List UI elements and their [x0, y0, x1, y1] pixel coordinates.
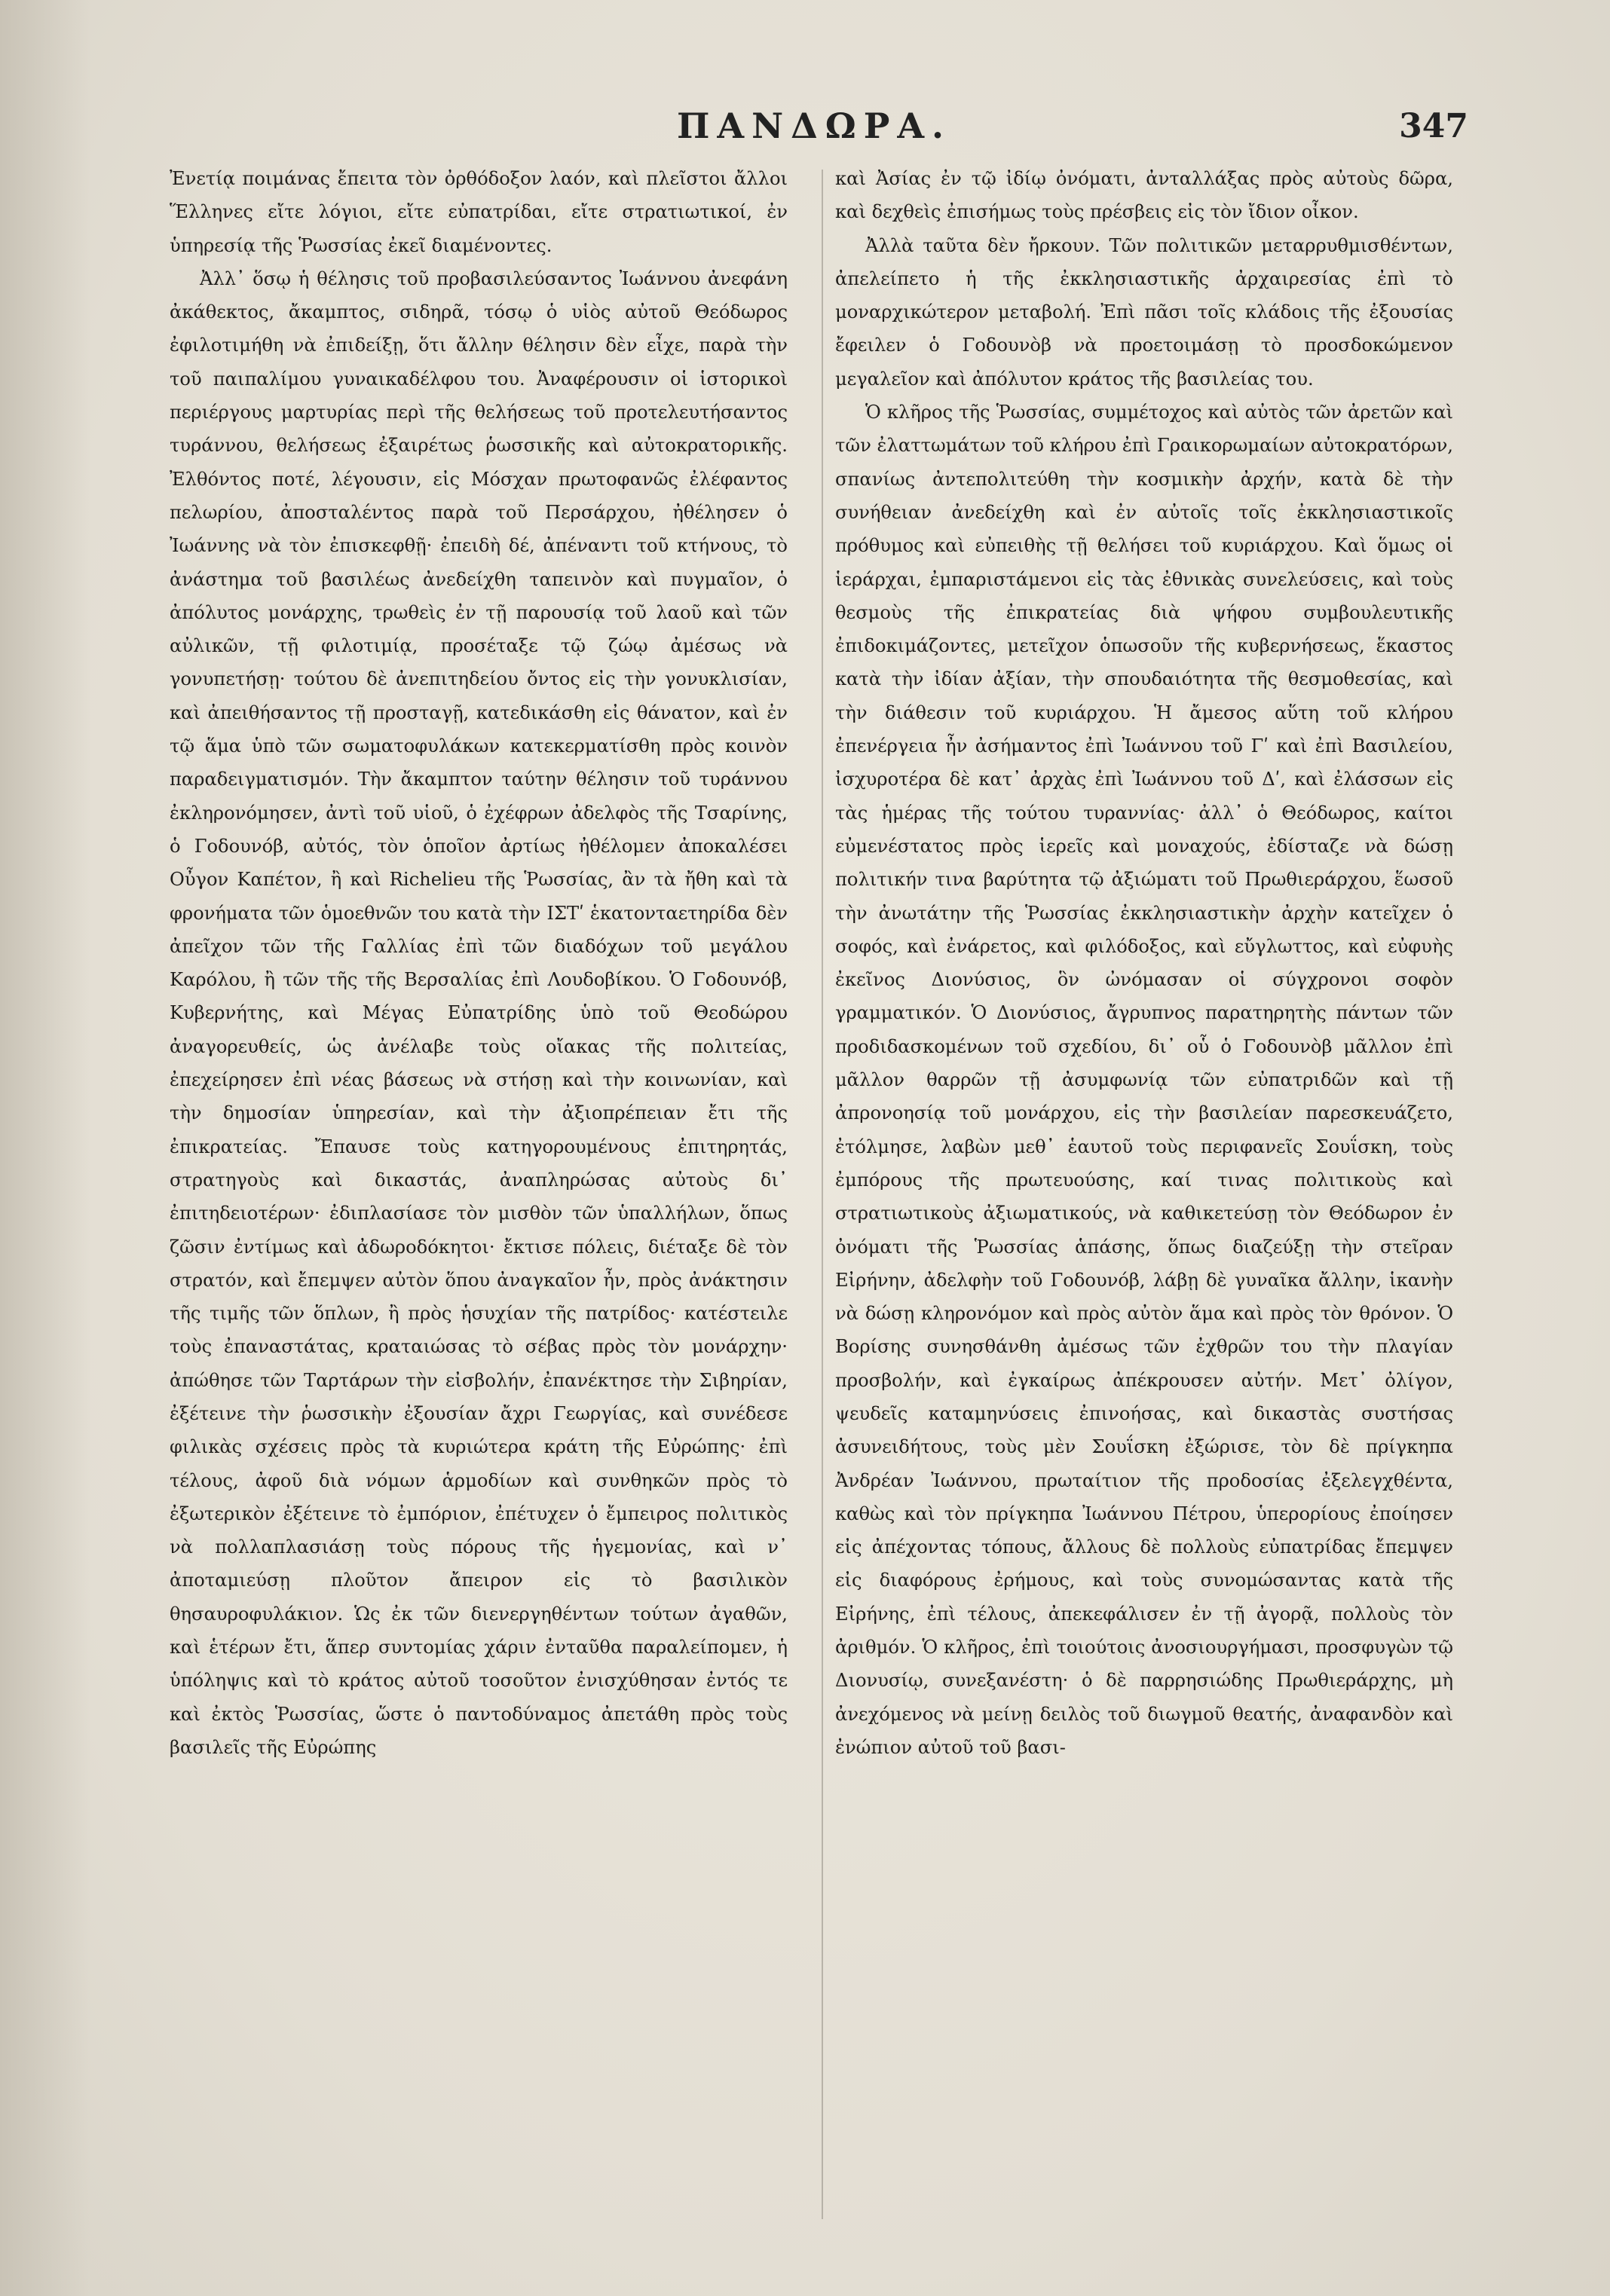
right-column	[835, 162, 1453, 2227]
page-number: 347	[1399, 107, 1468, 145]
running-title: ΠΑΝΔΩΡΑ.	[676, 105, 952, 146]
left-paragraph-2: Ἀλλ᾽ ὅσῳ ἡ θέλησις τοῦ προβασιλεύσαντος Ἰωάννου ἀνεφάνη ἀκάθεκτος, ἄκαμπτος, σιδηρᾶ, τόσῳ ὁ υἱὸς αὐτοῦ Θεόδωρος ἐφιλοτιμήθη νὰ ἐπιδείξῃ, ὅτι ἄλλην θέλησιν δὲν εἶχε, παρὰ τὴν τοῦ παιπαλίμου γυναικαδέλφου του. Ἀναφέρουσιν οἱ ἱστορικοὶ περιέργους μαρτυρίας περὶ τῆς θελήσεως τοῦ προτελευτήσαντος τυράννου, θελήσεως ἐξαιρέτως ῥωσσικῆς καὶ αὐτοκρατορικῆς. Ἐλθόντος ποτέ, λέγουσιν, εἰς Μόσχαν πρωτοφανῶς ἐλέφαντος πελωρίου, ἀποσταλέντος παρὰ τοῦ Περσάρχου, ἠθέλησεν ὁ Ἰωάννης νὰ τὸν ἐπισκεφθῇ· ἐπειδὴ δέ, ἀπέναντι τοῦ κτήνους, τὸ ἀνάστημα τοῦ βασιλέως ἀνεδείχθη ταπεινὸν καὶ πυγμαῖον, ὁ ἀπόλυτος μονάρχης, τρωθεὶς ἐν τῇ παρουσίᾳ τοῦ λαοῦ καὶ τῶν αὐλικῶν, τῇ φιλοτιμίᾳ, προσέταξε τῷ ζώῳ ἀμέσως νὰ γονυπετήσῃ· τούτου δὲ ἀνεπιτηδείου ὄντος εἰς τὴν γονυκλισίαν, καὶ ἀπειθήσαντος τῇ προσταγῇ, κατεδικάσθη εἰς θάνατον, καὶ ἐν τῷ ἅμα ὑπὸ τῶν σωματοφυλάκων κατεκερματίσθη πρὸς κοινὸν παραδειγματισμόν. Τὴν ἄκαμπτον ταύτην θέλησιν τοῦ τυράννου ἐκληρονόμησεν, ἀντὶ τοῦ υἱοῦ, ὁ ἐχέφρων ἀδελφὸς τῆς Τσαρίνης, ὁ Γοδουνόβ, αὐτός, τὸν ὁποῖον ἀρτίως ἠθέλομεν ἀποκαλέσει Οὖγον Καπέτον, ἢ καὶ Richelieu τῆς Ῥωσσίας, ἂν τὰ ἤθη καὶ τὰ φρονήματα τῶν ὁμοεθνῶν του κατὰ τὴν ΙΣΤʹ ἑκατονταετηρίδα δὲν ἀπεῖχον τῶν τῆς Γαλλίας ἐπὶ τῶν διαδόχων τοῦ μεγάλου Καρόλου, ἢ τῶν τῆς τῆς Βερσαλίας ἐπὶ Λουδοβίκου. Ὁ Γοδουνόβ, Κυβερνήτης, καὶ Μέγας Εὐπατρίδης ὑπὸ τοῦ Θεοδώρου ἀναγορευθείς, ὡς ἀνέλαβε τοὺς οἴακας τῆς πολιτείας, ἐπεχείρησεν ἐπὶ νέας βάσεως νὰ στήσῃ καὶ τὴν κοινωνίαν, καὶ τὴν δημοσίαν ὑπηρεσίαν, καὶ τὴν ἀξιοπρέπειαν ἔτι τῆς ἐπικρατείας. Ἔπαυσε τοὺς κατηγορουμένους ἐπιτηρητάς, στρατηγοὺς καὶ δικαστάς, ἀναπληρώσας αὐτοὺς δι᾽ ἐπιτηδειοτέρων· ἐδιπλασίασε τὸν μισθὸν τῶν ὑπαλλήλων, ὅπως ζῶσιν ἐντίμως καὶ ἀδωροδόκητοι· ἔκτισε πόλεις, διέταξε δὲ τὸν στρατόν, καὶ ἔπεμψεν αὐτὸν ὅπου ἀναγκαῖον ἦν, πρὸς ἀνάκτησιν τῆς τιμῆς τῶν ὅπλων, ἢ πρὸς ἡσυχίαν τῆς πατρίδος· κατέστειλε τοὺς ἐπαναστάτας, κραταιώσας τὸ σέβας πρὸς τὸν μονάρχην· ἀπώθησε τῶν Ταρτάρων τὴν εἰσβολήν, ἐπανέκτησε τὴν Σιβηρίαν, ἐξέτεινε τὴν ῥωσσικὴν ἐξουσίαν ἄχρι Γεωργίας, καὶ συνέδεσε φιλικὰς σχέσεις πρὸς τὰ κυριώτερα κράτη τῆς Εὐρώπης· ἐπὶ τέλους, ἀφοῦ διὰ νόμων ἁρμοδίων καὶ συνθηκῶν πρὸς τὸ ἐξωτερικὸν ἐξέτεινε τὸ ἐμπόριον, ἐπέτυχεν ὁ ἔμπειρος πολιτικὸς νὰ πολλαπλασιάσῃ τοὺς πόρους τῆς ἡγεμονίας, καὶ ν᾽ ἀποταμιεύσῃ πλοῦτον ἄπειρον εἰς τὸ βασιλικὸν θησαυροφυλάκιον. Ὡς ἐκ τῶν διενεργηθέντων τούτων ἀγαθῶν, καὶ ἑτέρων ἔτι, ἅπερ συντομίας χάριν ἐνταῦθα παραλείπομεν, ἡ ὑπόληψις καὶ τὸ κράτος αὐτοῦ τοσοῦτον ἐνισχύθησαν ἐντός τε καὶ ἐκτὸς Ῥωσσίας, ὥστε ὁ παντοδύναμος ἀπετάθη πρὸς τοὺς βασιλεῖς τῆς Εὐρώπης	[170, 268, 788, 1758]
right-paragraph-1: καὶ Ἀσίας ἐν τῷ ἰδίῳ ὀνόματι, ἀνταλλάξας πρὸς αὐτοὺς δῶρα, καὶ δεχθεὶς ἐπισήμως τοὺς πρέσβεις εἰς τὸν ἴδιον οἶκον.	[835, 168, 1453, 223]
right-paragraph-3: Ὁ κλῆρος τῆς Ῥωσσίας, συμμέτοχος καὶ αὐτὸς τῶν ἀρετῶν καὶ τῶν ἐλαττωμάτων τοῦ κλήρου ἐπὶ Γραικορωμαίων αὐτοκρατόρων, σπανίως ἀντεπολιτεύθη τὴν κοσμικὴν ἀρχήν, κατὰ δὲ τὴν συνήθειαν ἀνεδείχθη καὶ ἐν αὐτοῖς τοῖς ἐκκλησιαστικοῖς πρόθυμος καὶ εὐπειθὴς τῇ θελήσει τοῦ κυριάρχου. Καὶ ὅμως οἱ ἱεράρχαι, ἐμπαριστάμενοι εἰς τὰς ἐθνικὰς συνελεύσεις, καὶ τοὺς θεσμοὺς τῆς ἐπικρατείας διὰ ψήφου συμβουλευτικῆς ἐπιδοκιμάζοντες, μετεῖχον ὁπωσοῦν τῆς κυβερνήσεως, ἕκαστος κατὰ τὴν ἰδίαν ἀξίαν, τὴν σπουδαιότητα τῆς θεσμοθεσίας, καὶ τὴν διάθεσιν τοῦ κυριάρχου. Ἡ ἄμεσος αὕτη τοῦ κλήρου ἐπενέργεια ἦν ἀσήμαντος ἐπὶ Ἰωάννου τοῦ Γʹ καὶ ἐπὶ Βασιλείου, ἰσχυροτέρα δὲ κατ᾽ ἀρχὰς ἐπὶ Ἰωάννου τοῦ Δʹ, καὶ ἐλάσσων εἰς τὰς ἡμέρας τῆς τούτου τυραννίας· ἀλλ᾽ ὁ Θεόδωρος, καίτοι εὐμενέστατος πρὸς ἱερεῖς καὶ μοναχούς, ἐδίσταζε νὰ δώσῃ πολιτικήν τινα βαρύτητα τῷ ἀξιώματι τοῦ Πρωθιεράρχου, ἕωσοῦ τὴν ἀνωτάτην τῆς Ῥωσσίας ἐκκλησιαστικὴν ἀρχὴν κατεῖχεν ὁ σοφός, καὶ ἐνάρετος, καὶ φιλόδοξος, καὶ εὔγλωττος, καὶ εὐφυὴς ἐκεῖνος Διονύσιος, ὃν ὠνόμασαν οἱ σύγχρονοι σοφὸν γραμματικόν. Ὁ Διονύσιος, ἄγρυπνος παρατηρητὴς πάντων τῶν προδιδασκομένων τοῦ σχεδίου, δι᾽ οὗ ὁ Γοδουνὸβ μᾶλλον ἐπὶ μᾶλλον θαρρῶν τῇ ἀσυμφωνίᾳ τῶν εὐπατριδῶν καὶ τῇ ἀπρονοησίᾳ τοῦ μονάρχου, εἰς τὴν βασιλείαν παρεσκευάζετο, ἐτόλμησε, λαβὼν μεθ᾽ ἑαυτοῦ τοὺς περιφανεῖς Σουΐσκη, τοὺς ἐμπόρους τῆς πρωτευούσης, καί τινας πολιτικοὺς καὶ στρατιωτικοὺς ἀξιωματικούς, νὰ καθικετεύσῃ τὸν Θεόδωρον ἐν ὀνόματι τῆς Ῥωσσίας ἁπάσης, ὅπως διαζεύξῃ τὴν στεῖραν Εἰρήνην, ἀδελφὴν τοῦ Γοδουνόβ, λάβῃ δὲ γυναῖκα ἄλλην, ἱκανὴν νὰ δώσῃ κληρονόμον καὶ πρὸς αὐτὸν ἅμα καὶ πρὸς τὸν θρόνον. Ὁ Βορίσης συνησθάνθη ἀμέσως τῶν ἐχθρῶν του τὴν πλαγίαν προσβολήν, καὶ ἐγκαίρως ἀπέκρουσεν αὐτήν. Μετ᾽ ὀλίγον, ψευδεῖς καταμηνύσεις ἐπινοήσας, καὶ δικαστὰς συστήσας ἀσυνειδήτους, τοὺς μὲν Σουΐσκη ἐξώρισε, τὸν δὲ πρίγκηπα Ἀνδρέαν Ἰωάννου, πρωταίτιον τῆς προδοσίας ἐξελεγχθέντα, καθὼς καὶ τὸν πρίγκηπα Ἰωάννου Πέτρου, ὑπερορίους ἐποίησεν εἰς ἀπέχοντας τόπους, ἄλλους δὲ πολλοὺς εὐπατρίδας ἔπεμψεν εἰς διαφόρους ἐρήμους, καὶ τοὺς συνομώσαντας κατὰ τῆς Εἰρήνης, ἐπὶ τέλους, ἀπεκεφάλισεν ἐν τῇ ἀγορᾷ, πολλοὺς τὸν ἀριθμόν. Ὁ κλῆρος, ἐπὶ τοιούτοις ἀνοσιουργήμασι, προσφυγὼν τῷ Διονυσίῳ, συνεξανέστη· ὁ δὲ παρρησιώδης Πρωθιεράρχης, μὴ ἀνεχόμενος νὰ μείνῃ δειλὸς τοῦ διωγμοῦ θεατής, ἀναφανδὸν καὶ ἐνώπιον αὐτοῦ τοῦ βασι-	[835, 402, 1453, 1758]
page-header	[151, 105, 1477, 158]
left-paragraph-1: Ἐνετίᾳ ποιμάνας ἔπειτα τὸν ὀρθόδοξον λαόν, καὶ πλεῖστοι ἄλλοι Ἕλληνες εἴτε λόγιοι, εἴτε εὐπατρίδαι, εἴτε στρατιωτικοί, ἐν ὑπηρεσίᾳ τῆς Ῥωσσίας ἐκεῖ διαμένοντες.	[170, 168, 788, 256]
binding-shadow	[0, 0, 90, 2296]
right-paragraph-2: Ἀλλὰ ταῦτα δὲν ἤρκουν. Τῶν πολιτικῶν μεταρρυθμισθέντων, ἀπελείπετο ἡ τῆς ἐκκλησιαστικῆς ἀρχαιρεσίας ἐπὶ τὸ μοναρχικώτερον μεταβολή. Ἐπὶ πᾶσι τοῖς κλάδοις τῆς ἐξουσίας ἔφειλεν ὁ Γοδουνὸβ νὰ προετοιμάσῃ τὸ προσδοκώμενον μεγαλεῖον καὶ ἀπόλυτον κράτος τῆς βασιλείας του.	[835, 234, 1453, 390]
left-column	[170, 162, 788, 2227]
column-divider	[822, 170, 823, 2219]
